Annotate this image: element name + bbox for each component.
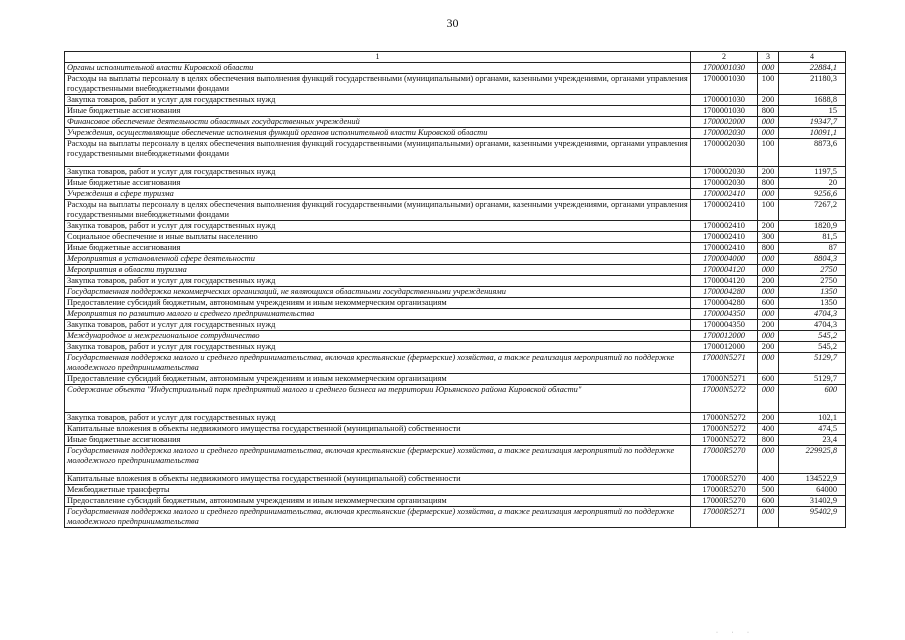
- row-sum-cell: 2750: [779, 265, 846, 276]
- row-name-cell: Иные бюджетные ассигнования: [65, 106, 691, 117]
- row-sum-cell: 545,2: [779, 342, 846, 353]
- row-sum-cell: 1350: [779, 287, 846, 298]
- row-code-cell: 17000R5270: [691, 485, 758, 496]
- row-name-cell: Предоставление субсидий бюджетным, автономным учреждениям и иным некоммерческим организациям: [65, 496, 691, 507]
- row-kind-cell: 000: [758, 117, 779, 128]
- row-name-cell: Расходы на выплаты персоналу в целях обеспечения выполнения функций государственными (муниципальными) органами, казенными учреждениями, органами управления государственными внебюджетными фондами: [65, 74, 691, 95]
- table-row: [65, 117, 846, 128]
- table-row: [65, 485, 846, 496]
- row-code-cell: 1700012000: [691, 331, 758, 342]
- row-code-cell: 17000N5272: [691, 424, 758, 435]
- row-code-cell: 1700002410: [691, 232, 758, 243]
- row-name-cell: Межбюджетные трансферты: [65, 485, 691, 496]
- row-code-cell: 17000R5270: [691, 474, 758, 485]
- row-code-cell: 1700002030: [691, 139, 758, 167]
- row-code-cell: 1700002410: [691, 243, 758, 254]
- table-row: [65, 309, 846, 320]
- row-name-cell: Закупка товаров, работ и услуг для государственных нужд: [65, 95, 691, 106]
- row-sum-cell: 1688,8: [779, 95, 846, 106]
- table-row: [65, 200, 846, 221]
- row-kind-cell: 000: [758, 331, 779, 342]
- row-sum-cell: 64000: [779, 485, 846, 496]
- row-sum-cell: 95402,9: [779, 507, 846, 528]
- row-name-cell: Международное и межрегиональное сотрудничество: [65, 331, 691, 342]
- table-row: [65, 298, 846, 309]
- row-code-cell: 1700001030: [691, 63, 758, 74]
- row-code-cell: 1700002410: [691, 189, 758, 200]
- table-row: [65, 63, 846, 74]
- table-row: [65, 106, 846, 117]
- row-code-cell: 1700001030: [691, 95, 758, 106]
- table-row: [65, 265, 846, 276]
- row-sum-cell: 474,5: [779, 424, 846, 435]
- row-name-cell: Финансовое обеспечение деятельности областных государственных учреждений: [65, 117, 691, 128]
- row-sum-cell: 545,2: [779, 331, 846, 342]
- row-code-cell: 17000R5271: [691, 507, 758, 528]
- table-row: [65, 385, 846, 413]
- row-kind-cell: 300: [758, 232, 779, 243]
- row-kind-cell: 000: [758, 128, 779, 139]
- row-kind-cell: 000: [758, 254, 779, 265]
- row-name-cell: Расходы на выплаты персоналу в целях обеспечения выполнения функций государственными (муниципальными) органами, казенными учреждениями, органами управления государственными внебюджетными фондами: [65, 200, 691, 221]
- row-code-cell: 1700004120: [691, 276, 758, 287]
- budget-table: [64, 51, 846, 528]
- row-name-cell: Закупка товаров, работ и услуг для государственных нужд: [65, 413, 691, 424]
- row-code-cell: 17000N5271: [691, 374, 758, 385]
- row-sum-cell: 31402,9: [779, 496, 846, 507]
- row-name-cell: Учреждения, осуществляющие обеспечение исполнения функций органов исполнительной власти Кировской области: [65, 128, 691, 139]
- row-kind-cell: 800: [758, 435, 779, 446]
- row-kind-cell: 600: [758, 496, 779, 507]
- table-row: [65, 95, 846, 106]
- header-col-1: 1: [65, 52, 691, 63]
- row-name-cell: Мероприятия в установленной сфере деятельности: [65, 254, 691, 265]
- table-row: [65, 446, 846, 474]
- row-kind-cell: 000: [758, 63, 779, 74]
- row-sum-cell: 81,5: [779, 232, 846, 243]
- row-code-cell: 1700002030: [691, 178, 758, 189]
- row-sum-cell: 600: [779, 385, 846, 413]
- row-code-cell: 1700002030: [691, 167, 758, 178]
- row-sum-cell: 15: [779, 106, 846, 117]
- row-kind-cell: 100: [758, 200, 779, 221]
- row-code-cell: 17000N5272: [691, 385, 758, 413]
- table-row: [65, 287, 846, 298]
- row-kind-cell: 800: [758, 178, 779, 189]
- row-kind-cell: 800: [758, 106, 779, 117]
- page-number: 30: [446, 16, 459, 30]
- row-name-cell: Закупка товаров, работ и услуг для государственных нужд: [65, 221, 691, 232]
- row-name-cell: Государственная поддержка некоммерческих организаций, не являющихся областными государственными учреждениями: [65, 287, 691, 298]
- row-name-cell: Государственная поддержка малого и среднего предпринимательства, включая крестьянские (фермерские) хозяйства, а также реализация мероприятий по поддержке молодежного предпринимательства: [65, 353, 691, 374]
- row-code-cell: 1700004350: [691, 320, 758, 331]
- table-row: [65, 243, 846, 254]
- row-sum-cell: 8873,6: [779, 139, 846, 167]
- header-col-2: 2: [691, 52, 758, 63]
- table-row: [65, 320, 846, 331]
- table-row: [65, 507, 846, 528]
- table-row: [65, 276, 846, 287]
- row-kind-cell: 000: [758, 287, 779, 298]
- row-code-cell: 1700004280: [691, 298, 758, 309]
- row-name-cell: Содержание объекта "Индустриальный парк предприятий малого и среднего бизнеса на территории Юрьянского района Кировской области": [65, 385, 691, 413]
- row-name-cell: Предоставление субсидий бюджетным, автономным учреждениям и иным некоммерческим организациям: [65, 298, 691, 309]
- row-code-cell: 1700004350: [691, 309, 758, 320]
- row-kind-cell: 000: [758, 385, 779, 413]
- row-kind-cell: 600: [758, 298, 779, 309]
- row-name-cell: Мероприятия по развитию малого и среднего предпринимательства: [65, 309, 691, 320]
- row-kind-cell: 000: [758, 309, 779, 320]
- row-code-cell: 17000R5270: [691, 496, 758, 507]
- row-name-cell: Государственная поддержка малого и среднего предпринимательства, включая крестьянские (фермерские) хозяйства, а также реализация мероприятий по поддержке молодежного предпринимательства: [65, 446, 691, 474]
- row-sum-cell: 229925,8: [779, 446, 846, 474]
- row-sum-cell: 9256,6: [779, 189, 846, 200]
- table-row: [65, 413, 846, 424]
- row-kind-cell: 800: [758, 243, 779, 254]
- table-row: [65, 374, 846, 385]
- row-code-cell: 1700002030: [691, 128, 758, 139]
- row-name-cell: Мероприятия в области туризма: [65, 265, 691, 276]
- row-kind-cell: 600: [758, 374, 779, 385]
- table-header-row: [65, 52, 846, 63]
- header-col-3: 3: [758, 52, 779, 63]
- row-name-cell: Закупка товаров, работ и услуг для государственных нужд: [65, 276, 691, 287]
- row-sum-cell: 102,1: [779, 413, 846, 424]
- row-name-cell: Органы исполнительной власти Кировской области: [65, 63, 691, 74]
- table-row: [65, 435, 846, 446]
- row-sum-cell: 8804,3: [779, 254, 846, 265]
- row-kind-cell: 200: [758, 221, 779, 232]
- row-kind-cell: 200: [758, 342, 779, 353]
- row-sum-cell: 20: [779, 178, 846, 189]
- row-code-cell: 1700004000: [691, 254, 758, 265]
- row-kind-cell: 000: [758, 507, 779, 528]
- row-code-cell: 17000R5270: [691, 446, 758, 474]
- row-sum-cell: 4704,3: [779, 320, 846, 331]
- row-sum-cell: 10091,1: [779, 128, 846, 139]
- row-kind-cell: 200: [758, 413, 779, 424]
- row-name-cell: Закупка товаров, работ и услуг для государственных нужд: [65, 342, 691, 353]
- row-kind-cell: 100: [758, 74, 779, 95]
- row-kind-cell: 100: [758, 139, 779, 167]
- row-name-cell: Расходы на выплаты персоналу в целях обеспечения выполнения функций государственными (муниципальными) органами, казенными учреждениями, органами управления государственными внебюджетными фондами: [65, 139, 691, 167]
- row-sum-cell: 19347,7: [779, 117, 846, 128]
- row-code-cell: 1700002410: [691, 221, 758, 232]
- row-name-cell: Капитальные вложения в объекты недвижимого имущества государственной (муниципальной) собственности: [65, 474, 691, 485]
- row-sum-cell: 7267,2: [779, 200, 846, 221]
- row-name-cell: Капитальные вложения в объекты недвижимого имущества государственной (муниципальной) собственности: [65, 424, 691, 435]
- row-name-cell: Закупка товаров, работ и услуг для государственных нужд: [65, 320, 691, 331]
- row-code-cell: 1700002000: [691, 117, 758, 128]
- row-sum-cell: 1197,5: [779, 167, 846, 178]
- table-row: [65, 221, 846, 232]
- table-row: [65, 424, 846, 435]
- table-row: [65, 496, 846, 507]
- row-name-cell: Государственная поддержка малого и среднего предпринимательства, включая крестьянские (фермерские) хозяйства, а также реализация мероприятий по поддержке молодежного предпринимательства: [65, 507, 691, 528]
- row-sum-cell: 21180,3: [779, 74, 846, 95]
- table-row: [65, 353, 846, 374]
- table-row: [65, 139, 846, 167]
- row-sum-cell: 134522,9: [779, 474, 846, 485]
- scan-noise-mark: · · ·: [716, 630, 755, 636]
- table-row: [65, 342, 846, 353]
- row-code-cell: 17000N5272: [691, 435, 758, 446]
- row-code-cell: 1700004120: [691, 265, 758, 276]
- row-kind-cell: 000: [758, 189, 779, 200]
- row-sum-cell: 2750: [779, 276, 846, 287]
- row-kind-cell: 200: [758, 320, 779, 331]
- row-sum-cell: 22884,1: [779, 63, 846, 74]
- row-code-cell: 1700002410: [691, 200, 758, 221]
- row-sum-cell: 5129,7: [779, 374, 846, 385]
- table-row: [65, 254, 846, 265]
- row-sum-cell: 4704,3: [779, 309, 846, 320]
- table-row: [65, 189, 846, 200]
- table-row: [65, 178, 846, 189]
- table-row: [65, 128, 846, 139]
- table-row: [65, 74, 846, 95]
- row-name-cell: Иные бюджетные ассигнования: [65, 243, 691, 254]
- row-kind-cell: 500: [758, 485, 779, 496]
- row-code-cell: 1700004280: [691, 287, 758, 298]
- row-kind-cell: 200: [758, 276, 779, 287]
- row-code-cell: 1700001030: [691, 74, 758, 95]
- table-row: [65, 167, 846, 178]
- row-sum-cell: 87: [779, 243, 846, 254]
- row-code-cell: 1700001030: [691, 106, 758, 117]
- row-kind-cell: 000: [758, 446, 779, 474]
- row-name-cell: Учреждения в сфере туризма: [65, 189, 691, 200]
- row-sum-cell: 1350: [779, 298, 846, 309]
- row-code-cell: 17000N5272: [691, 413, 758, 424]
- table-row: [65, 232, 846, 243]
- row-name-cell: Закупка товаров, работ и услуг для государственных нужд: [65, 167, 691, 178]
- row-code-cell: 17000N5271: [691, 353, 758, 374]
- table-row: [65, 474, 846, 485]
- row-sum-cell: 1820,9: [779, 221, 846, 232]
- row-sum-cell: 5129,7: [779, 353, 846, 374]
- row-name-cell: Социальное обеспечение и иные выплаты населению: [65, 232, 691, 243]
- row-kind-cell: 000: [758, 265, 779, 276]
- row-kind-cell: 400: [758, 474, 779, 485]
- table-row: [65, 331, 846, 342]
- row-name-cell: Иные бюджетные ассигнования: [65, 178, 691, 189]
- row-sum-cell: 23,4: [779, 435, 846, 446]
- row-name-cell: Предоставление субсидий бюджетным, автономным учреждениям и иным некоммерческим организациям: [65, 374, 691, 385]
- row-code-cell: 1700012000: [691, 342, 758, 353]
- row-kind-cell: 400: [758, 424, 779, 435]
- row-name-cell: Иные бюджетные ассигнования: [65, 435, 691, 446]
- row-kind-cell: 000: [758, 353, 779, 374]
- header-col-4: 4: [779, 52, 846, 63]
- row-kind-cell: 200: [758, 167, 779, 178]
- row-kind-cell: 200: [758, 95, 779, 106]
